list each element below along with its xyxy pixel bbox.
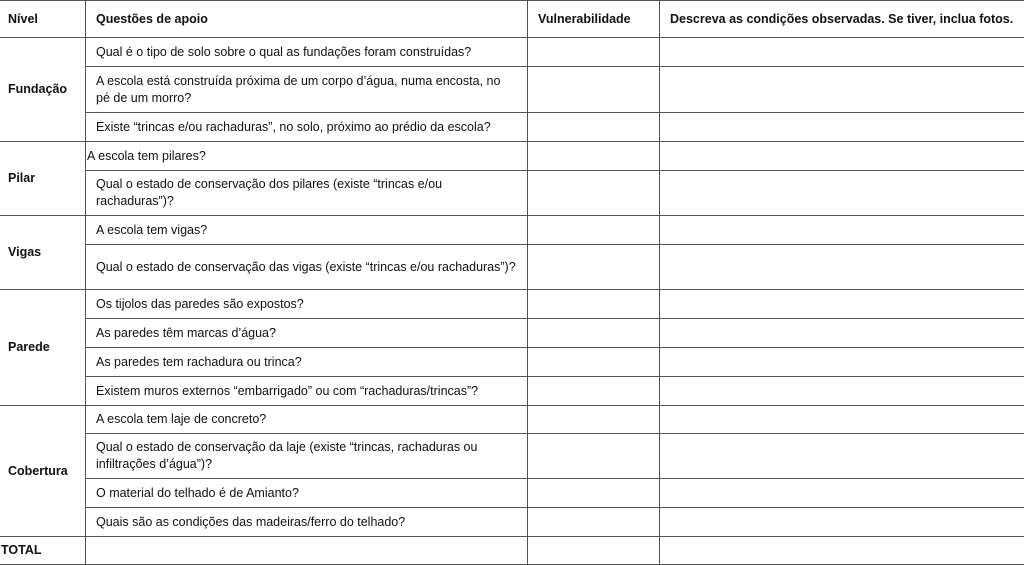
question-text: Qual o estado de conservação dos pilares (existe “trincas e/ou rachaduras”)? [86, 171, 528, 216]
table-row [0, 171, 1024, 216]
conditions-cell[interactable] [660, 113, 1024, 142]
header-vulnerability: Vulnerabilidade [528, 1, 660, 38]
vulnerability-cell[interactable] [528, 38, 660, 67]
vulnerability-cell[interactable] [528, 113, 660, 142]
question-text: O material do telhado é de Amianto? [86, 479, 528, 508]
total-questions-cell [86, 537, 528, 565]
table-row [0, 406, 1024, 434]
conditions-cell[interactable] [660, 171, 1024, 216]
table-row [0, 479, 1024, 508]
table-row [0, 67, 1024, 113]
header-questions: Questões de apoio [86, 1, 528, 38]
header-conditions: Descreva as condições observadas. Se tiver, inclua fotos. [660, 1, 1024, 38]
conditions-cell[interactable] [660, 508, 1024, 537]
table-row [0, 348, 1024, 377]
vulnerability-cell[interactable] [528, 142, 660, 171]
conditions-cell[interactable] [660, 290, 1024, 319]
total-conditions-cell[interactable] [660, 537, 1024, 565]
question-text: Qual é o tipo de solo sobre o qual as fundações foram construídas? [86, 38, 528, 67]
question-text: Existe “trincas e/ou rachaduras”, no solo, próximo ao prédio da escola? [86, 113, 528, 142]
conditions-cell[interactable] [660, 406, 1024, 434]
question-text: Qual o estado de conservação da laje (existe “trincas, rachaduras ou infiltrações d’água”)? [86, 434, 528, 479]
table-row [0, 377, 1024, 406]
level-label: Pilar [0, 142, 86, 216]
question-text: Existem muros externos “embarrigado” ou com “rachaduras/trincas”? [86, 377, 528, 406]
table-row [0, 142, 1024, 171]
total-label: TOTAL [0, 537, 86, 565]
question-text: A escola tem laje de concreto? [86, 406, 528, 434]
conditions-cell[interactable] [660, 434, 1024, 479]
table-row [0, 113, 1024, 142]
vulnerability-cell[interactable] [528, 67, 660, 113]
vulnerability-cell[interactable] [528, 377, 660, 406]
question-text: A escola tem pilares? [86, 142, 528, 171]
vulnerability-cell[interactable] [528, 171, 660, 216]
vulnerability-cell[interactable] [528, 406, 660, 434]
level-label: Parede [0, 290, 86, 406]
vulnerability-cell[interactable] [528, 434, 660, 479]
vulnerability-cell[interactable] [528, 479, 660, 508]
conditions-cell[interactable] [660, 216, 1024, 245]
table-row [0, 245, 1024, 290]
table-row [0, 319, 1024, 348]
conditions-cell[interactable] [660, 245, 1024, 290]
conditions-cell[interactable] [660, 377, 1024, 406]
vulnerability-cell[interactable] [528, 245, 660, 290]
question-text: As paredes tem rachadura ou trinca? [86, 348, 528, 377]
question-text: A escola está construída próxima de um corpo d’água, numa encosta, no pé de um morro? [86, 67, 528, 113]
conditions-cell[interactable] [660, 319, 1024, 348]
header-row [0, 1, 1024, 38]
vulnerability-cell[interactable] [528, 508, 660, 537]
header-level: Nível [0, 1, 86, 38]
question-text: A escola tem vigas? [86, 216, 528, 245]
question-text: Qual o estado de conservação das vigas (existe “trincas e/ou rachaduras”)? [86, 245, 528, 290]
conditions-cell[interactable] [660, 142, 1024, 171]
question-text: Os tijolos das paredes são expostos? [86, 290, 528, 319]
question-text: Quais são as condições das madeiras/ferro do telhado? [86, 508, 528, 537]
total-vulnerability-cell[interactable] [528, 537, 660, 565]
table-row [0, 508, 1024, 537]
level-label: Vigas [0, 216, 86, 290]
vulnerability-cell[interactable] [528, 348, 660, 377]
conditions-cell[interactable] [660, 38, 1024, 67]
conditions-cell[interactable] [660, 348, 1024, 377]
level-label: Cobertura [0, 406, 86, 537]
conditions-cell[interactable] [660, 67, 1024, 113]
table-row [0, 290, 1024, 319]
total-row [0, 537, 1024, 565]
vulnerability-cell[interactable] [528, 290, 660, 319]
vulnerability-cell[interactable] [528, 216, 660, 245]
table-row [0, 38, 1024, 67]
level-label: Fundação [0, 38, 86, 142]
table-row [0, 434, 1024, 479]
conditions-cell[interactable] [660, 479, 1024, 508]
question-text: As paredes têm marcas d’água? [86, 319, 528, 348]
vulnerability-cell[interactable] [528, 319, 660, 348]
table-row [0, 216, 1024, 245]
